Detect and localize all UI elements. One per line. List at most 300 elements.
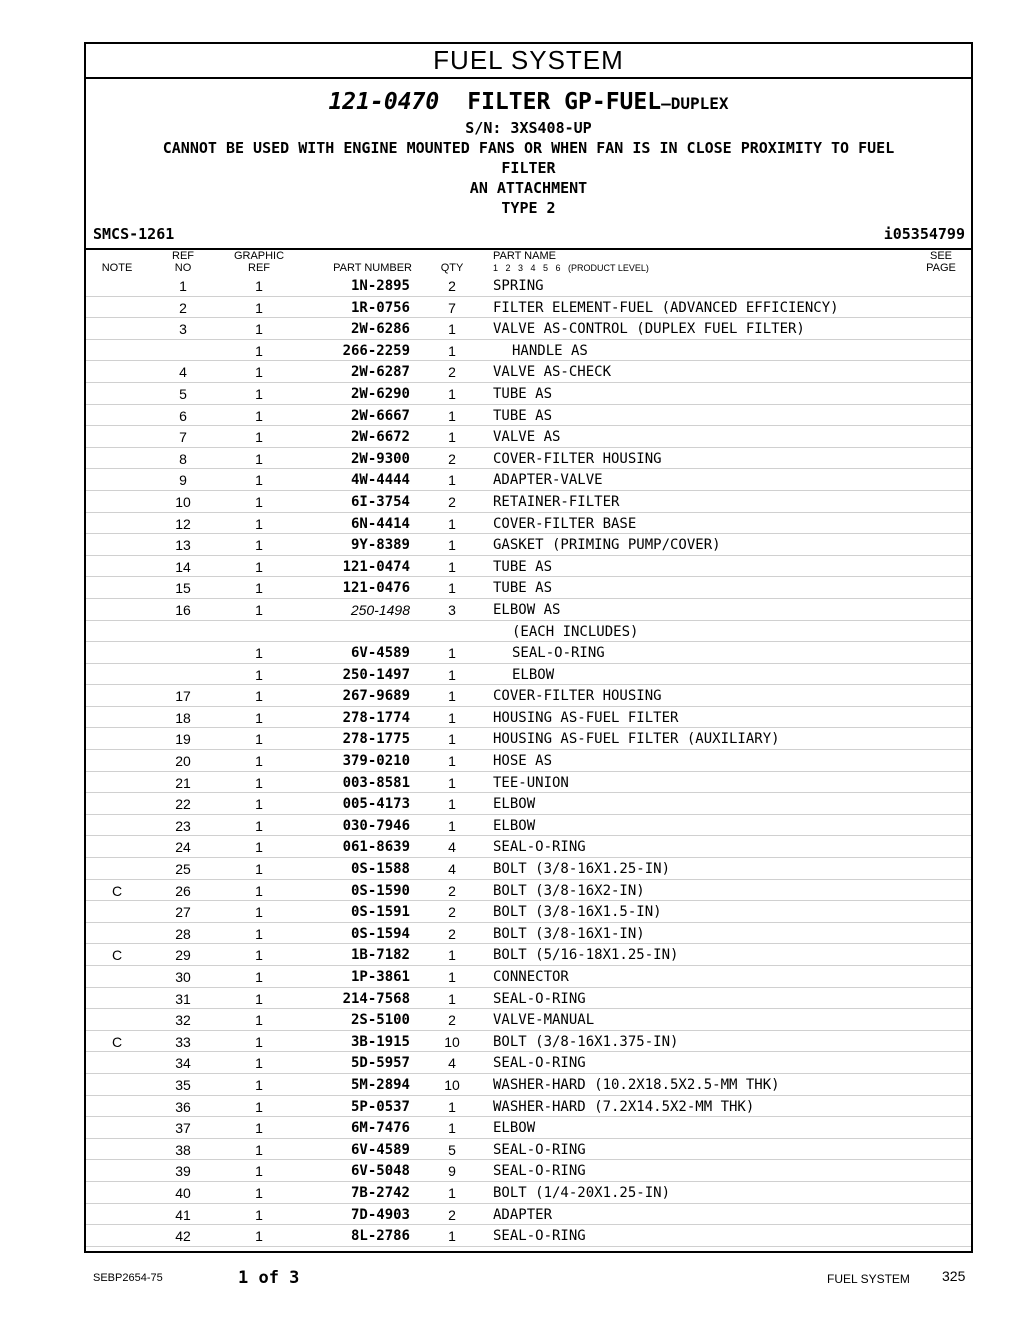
group-name-suffix: —DUPLEX xyxy=(661,94,729,113)
graphic-ref-cell: 1 xyxy=(255,709,263,726)
quantity-cell: 1 xyxy=(448,1120,456,1137)
quantity-cell: 2 xyxy=(448,882,456,899)
part-number-cell: 278-1774 xyxy=(342,709,410,726)
graphic-ref-cell: 1 xyxy=(255,969,263,985)
part-name-cell: TUBE AS xyxy=(493,407,553,424)
table-row xyxy=(86,297,971,319)
usage-note-line1: CANNOT BE USED WITH ENGINE MOUNTED FANS OR WHEN FAN IS IN CLOSE PROXIMITY TO FUEL xyxy=(162,139,895,157)
quantity-cell: 1 xyxy=(448,709,456,726)
col-part-name-header xyxy=(493,250,793,274)
graphic-ref-cell: 1 xyxy=(255,342,263,359)
part-name-cell: WASHER-HARD (10.2X18.5X2.5-MM THK) xyxy=(493,1076,780,1093)
graphic-ref-cell: 1 xyxy=(255,753,263,770)
quantity-cell: 5 xyxy=(448,1141,456,1158)
ref-number-cell: 9 xyxy=(179,472,187,489)
part-name-cell: COVER-FILTER BASE xyxy=(493,515,637,532)
table-row xyxy=(86,1204,971,1226)
attachment-label: AN ATTACHMENT xyxy=(469,179,588,197)
table-row xyxy=(86,275,971,297)
part-number-cell: 250-1498 xyxy=(350,601,410,618)
ref-number-cell: 18 xyxy=(175,709,191,726)
part-name-cell: FILTER ELEMENT-FUEL (ADVANCED EFFICIENCY) xyxy=(493,299,839,316)
table-row xyxy=(86,1052,971,1074)
quantity-cell: 2 xyxy=(448,364,456,381)
part-name-cell: SEAL-O-RING xyxy=(493,1055,586,1072)
graphic-ref-cell: 1 xyxy=(255,817,263,834)
part-name-cell: TUBE AS xyxy=(493,558,553,575)
part-name-cell: SEAL-O-RING xyxy=(493,1163,586,1180)
quantity-cell: 1 xyxy=(448,321,456,338)
table-row xyxy=(86,923,971,945)
usage-note-line2: FILTER xyxy=(501,159,556,177)
table-row xyxy=(86,621,971,643)
ref-number-cell: 37 xyxy=(175,1120,191,1137)
quantity-cell: 9 xyxy=(448,1163,456,1180)
ref-number-cell: 23 xyxy=(175,817,191,834)
graphic-ref-cell: 1 xyxy=(255,861,263,878)
ref-number-cell: 39 xyxy=(175,1163,191,1180)
col-part-name-header-top: PART NAME xyxy=(493,250,556,262)
graphic-ref-cell: 1 xyxy=(255,429,263,446)
ref-number-cell: 8 xyxy=(179,450,187,467)
graphic-ref-cell: 1 xyxy=(255,299,263,316)
ref-number-cell: 19 xyxy=(175,731,191,748)
footer-doc-number: SEBP2654-75 xyxy=(93,1272,163,1284)
graphic-ref-cell: 1 xyxy=(255,601,263,618)
part-number-cell: 2W-6286 xyxy=(350,321,410,338)
smcs-code: SMCS-1261 xyxy=(93,225,175,243)
quantity-cell: 4 xyxy=(448,839,456,856)
serial-number: S/N: 3XS408-UP xyxy=(465,119,592,137)
group-part-number: 121-0470 xyxy=(328,89,440,115)
table-row xyxy=(86,966,971,988)
col-qty-header: QTY xyxy=(440,262,464,274)
quantity-cell: 7 xyxy=(448,299,456,316)
quantity-cell: 1 xyxy=(448,645,456,662)
graphic-ref-cell: 1 xyxy=(255,1076,263,1093)
group-title xyxy=(86,88,971,118)
quantity-cell: 1 xyxy=(448,817,456,834)
quantity-cell: 1 xyxy=(448,969,456,985)
part-number-cell: 5M-2894 xyxy=(350,1076,410,1093)
graphic-ref-cell: 1 xyxy=(255,278,263,294)
table-row xyxy=(86,793,971,815)
ref-number-cell: 22 xyxy=(175,796,191,813)
graphic-ref-cell: 1 xyxy=(255,364,263,381)
quantity-cell: 2 xyxy=(448,493,456,510)
quantity-cell: 1 xyxy=(448,1098,456,1115)
quantity-cell: 2 xyxy=(448,1012,456,1029)
part-number-cell: 0S-1588 xyxy=(350,861,410,878)
ref-number-cell: 15 xyxy=(175,580,191,597)
ref-number-cell: 33 xyxy=(175,1033,191,1050)
part-number-cell: 121-0474 xyxy=(342,558,410,575)
graphic-ref-cell: 1 xyxy=(255,515,263,532)
ref-number-cell: 1 xyxy=(179,278,187,294)
graphic-ref-cell: 1 xyxy=(255,1163,263,1180)
part-name-cell: BOLT (3/8-16X1-IN) xyxy=(493,925,645,942)
table-row xyxy=(86,491,971,513)
table-row xyxy=(86,1225,971,1247)
graphic-ref-cell: 1 xyxy=(255,796,263,813)
graphic-ref-cell: 1 xyxy=(255,450,263,467)
ref-number-cell: 2 xyxy=(179,299,187,316)
table-row xyxy=(86,858,971,880)
table-row xyxy=(86,318,971,340)
table-row xyxy=(86,383,971,405)
ref-number-cell: 32 xyxy=(175,1012,191,1029)
part-number-cell: 278-1775 xyxy=(342,731,410,748)
note-cell: C xyxy=(111,882,123,899)
table-row xyxy=(86,1117,971,1139)
table-row xyxy=(86,880,971,902)
part-number-cell: 003-8581 xyxy=(342,774,410,791)
table-row xyxy=(86,534,971,556)
table-row xyxy=(86,340,971,362)
graphic-ref-cell: 1 xyxy=(255,385,263,402)
graphic-ref-cell: 1 xyxy=(255,1184,263,1201)
ref-number-cell: 12 xyxy=(175,515,191,532)
table-row xyxy=(86,642,971,664)
quantity-cell: 2 xyxy=(448,1206,456,1223)
part-number-cell: 6V-5048 xyxy=(350,1163,410,1180)
graphic-ref-cell: 1 xyxy=(255,839,263,856)
graphic-ref-cell: 1 xyxy=(255,1120,263,1137)
graphic-ref-cell: 1 xyxy=(255,1141,263,1158)
quantity-cell: 1 xyxy=(448,947,456,964)
part-name-cell: WASHER-HARD (7.2X14.5X2-MM THK) xyxy=(493,1098,755,1115)
part-number-cell: 4W-4444 xyxy=(350,472,410,489)
part-name-cell: BOLT (3/8-16X2-IN) xyxy=(493,882,645,899)
table-row xyxy=(86,599,971,621)
quantity-cell: 1 xyxy=(448,515,456,532)
part-name-cell: TEE-UNION xyxy=(493,774,569,791)
part-name-cell: ADAPTER xyxy=(493,1206,553,1223)
quantity-cell: 4 xyxy=(448,861,456,878)
ref-number-cell: 6 xyxy=(179,407,187,424)
part-number-cell: 1P-3861 xyxy=(350,969,410,985)
col-see-page-header-top: SEE xyxy=(929,250,952,262)
graphic-ref-cell: 1 xyxy=(255,580,263,597)
illustration-id: i05354799 xyxy=(883,225,965,243)
table-row xyxy=(86,815,971,837)
quantity-cell: 1 xyxy=(448,753,456,770)
part-number-cell: 7D-4903 xyxy=(350,1206,410,1223)
type-label: TYPE 2 xyxy=(501,199,556,217)
part-name-cell: RETAINER-FILTER xyxy=(493,493,620,510)
product-level-header: 1 2 3 4 5 6 (PRODUCT LEVEL) xyxy=(493,263,649,273)
part-number-cell: 2W-9300 xyxy=(350,450,410,467)
graphic-ref-cell: 1 xyxy=(255,1012,263,1029)
part-name-cell: SPRING xyxy=(493,278,544,294)
table-row xyxy=(86,1182,971,1204)
graphic-ref-cell: 1 xyxy=(255,645,263,662)
part-number-cell: 030-7946 xyxy=(342,817,410,834)
table-row xyxy=(86,1139,971,1161)
part-name-cell: (EACH INCLUDES) xyxy=(512,623,639,640)
quantity-cell: 2 xyxy=(448,904,456,921)
col-graphic-header xyxy=(224,250,294,274)
part-number-cell: 005-4173 xyxy=(342,796,410,813)
col-ref-header-top: REF xyxy=(172,250,194,262)
section-title: FUEL SYSTEM xyxy=(86,44,971,79)
part-name-cell: HOUSING AS-FUEL FILTER xyxy=(493,709,679,726)
part-number-cell: 5D-5957 xyxy=(350,1055,410,1072)
part-name-cell: SEAL-O-RING xyxy=(512,645,605,662)
col-part-number-header: PART NUMBER xyxy=(333,262,412,274)
part-number-cell: 8L-2786 xyxy=(350,1228,410,1245)
part-number-cell: 0S-1590 xyxy=(350,882,410,899)
table-row xyxy=(86,577,971,599)
ref-number-cell: 3 xyxy=(179,321,187,338)
part-number-cell: 7B-2742 xyxy=(350,1184,410,1201)
part-number-cell: 1B-7182 xyxy=(350,947,410,964)
ref-number-cell: 41 xyxy=(175,1206,191,1223)
ref-number-cell: 13 xyxy=(175,537,191,554)
quantity-cell: 2 xyxy=(448,278,456,294)
part-name-cell: SEAL-O-RING xyxy=(493,839,586,856)
part-name-cell: BOLT (3/8-16X1.375-IN) xyxy=(493,1033,679,1050)
footer-page-of: 1 of 3 xyxy=(238,1268,300,1288)
part-number-cell: 1N-2895 xyxy=(350,278,410,294)
table-row xyxy=(86,1160,971,1182)
part-name-cell: BOLT (3/8-16X1.25-IN) xyxy=(493,861,671,878)
part-name-cell: BOLT (5/16-18X1.25-IN) xyxy=(493,947,679,964)
part-number-cell: 214-7568 xyxy=(342,990,410,1007)
ref-number-cell: 28 xyxy=(175,925,191,942)
quantity-cell: 1 xyxy=(448,472,456,489)
part-number-cell: 061-8639 xyxy=(342,839,410,856)
ref-number-cell: 35 xyxy=(175,1076,191,1093)
graphic-ref-cell: 1 xyxy=(255,407,263,424)
ref-number-cell: 40 xyxy=(175,1184,191,1201)
quantity-cell: 1 xyxy=(448,537,456,554)
ref-number-cell: 10 xyxy=(175,493,191,510)
ref-number-cell: 36 xyxy=(175,1098,191,1115)
part-name-cell: HANDLE AS xyxy=(512,342,588,359)
quantity-cell: 3 xyxy=(448,601,456,618)
quantity-cell: 10 xyxy=(444,1076,460,1093)
graphic-ref-cell: 1 xyxy=(255,1033,263,1050)
part-name-cell: VALVE AS-CONTROL (DUPLEX FUEL FILTER) xyxy=(493,321,805,338)
table-row xyxy=(86,901,971,923)
quantity-cell: 1 xyxy=(448,1228,456,1245)
part-number-cell: 0S-1594 xyxy=(350,925,410,942)
quantity-cell: 1 xyxy=(448,990,456,1007)
graphic-ref-cell: 1 xyxy=(255,947,263,964)
quantity-cell: 4 xyxy=(448,1055,456,1072)
part-name-cell: TUBE AS xyxy=(493,580,553,597)
quantity-cell: 1 xyxy=(448,342,456,359)
table-row xyxy=(86,685,971,707)
part-number-cell: 2W-6290 xyxy=(350,385,410,402)
group-heading xyxy=(86,88,971,218)
quantity-cell: 1 xyxy=(448,580,456,597)
graphic-ref-cell: 1 xyxy=(255,472,263,489)
ref-number-cell: 30 xyxy=(175,969,191,985)
part-name-cell: CONNECTOR xyxy=(493,969,569,985)
graphic-ref-cell: 1 xyxy=(255,731,263,748)
table-row xyxy=(86,1031,971,1053)
graphic-ref-cell: 1 xyxy=(255,666,263,683)
part-number-cell: 2W-6667 xyxy=(350,407,410,424)
part-name-cell: ELBOW xyxy=(493,796,536,813)
part-number-cell: 2W-6672 xyxy=(350,429,410,446)
graphic-ref-cell: 1 xyxy=(255,537,263,554)
part-name-cell: COVER-FILTER HOUSING xyxy=(493,688,662,705)
graphic-ref-cell: 1 xyxy=(255,774,263,791)
part-number-cell: 2W-6287 xyxy=(350,364,410,381)
ref-number-cell: 17 xyxy=(175,688,191,705)
ref-number-cell: 38 xyxy=(175,1141,191,1158)
quantity-cell: 1 xyxy=(448,731,456,748)
footer-section: FUEL SYSTEM xyxy=(827,1272,910,1286)
graphic-ref-cell: 1 xyxy=(255,1206,263,1223)
quantity-cell: 1 xyxy=(448,774,456,791)
part-number-cell: 6I-3754 xyxy=(350,493,410,510)
note-cell: C xyxy=(111,947,123,964)
col-note-header: NOTE xyxy=(101,262,133,274)
ref-number-cell: 20 xyxy=(175,753,191,770)
part-number-cell: 3B-1915 xyxy=(350,1033,410,1050)
part-name-cell: TUBE AS xyxy=(493,385,553,402)
table-row xyxy=(86,361,971,383)
table-row xyxy=(86,426,971,448)
quantity-cell: 10 xyxy=(444,1033,460,1050)
part-name-cell: SEAL-O-RING xyxy=(493,1141,586,1158)
quantity-cell: 1 xyxy=(448,407,456,424)
quantity-cell: 2 xyxy=(448,925,456,942)
note-cell: C xyxy=(111,1033,123,1050)
part-number-cell: 266-2259 xyxy=(342,342,410,359)
graphic-ref-cell: 1 xyxy=(255,904,263,921)
ref-number-cell: 5 xyxy=(179,385,187,402)
table-row xyxy=(86,469,971,491)
ref-number-cell: 42 xyxy=(175,1228,191,1245)
ref-number-cell: 24 xyxy=(175,839,191,856)
quantity-cell: 1 xyxy=(448,385,456,402)
part-number-cell: 2S-5100 xyxy=(350,1012,410,1029)
part-number-cell: 379-0210 xyxy=(342,753,410,770)
table-row xyxy=(86,513,971,535)
part-name-cell: ELBOW xyxy=(493,817,536,834)
table-row xyxy=(86,556,971,578)
col-ref-header xyxy=(158,250,208,274)
table-row xyxy=(86,728,971,750)
graphic-ref-cell: 1 xyxy=(255,1055,263,1072)
part-name-cell: COVER-FILTER HOUSING xyxy=(493,450,662,467)
table-row xyxy=(86,1074,971,1096)
graphic-ref-cell: 1 xyxy=(255,493,263,510)
graphic-ref-cell: 1 xyxy=(255,688,263,705)
part-name-cell: VALVE-MANUAL xyxy=(493,1012,595,1029)
table-row xyxy=(86,448,971,470)
ref-number-cell: 26 xyxy=(175,882,191,899)
ref-number-cell: 31 xyxy=(175,990,191,1007)
quantity-cell: 1 xyxy=(448,796,456,813)
part-name-cell: ADAPTER-VALVE xyxy=(493,472,603,489)
part-name-cell: VALVE AS-CHECK xyxy=(493,364,612,381)
graphic-ref-cell: 1 xyxy=(255,1098,263,1115)
table-row xyxy=(86,405,971,427)
table-row xyxy=(86,664,971,686)
table-row xyxy=(86,1096,971,1118)
quantity-cell: 1 xyxy=(448,1184,456,1201)
col-graphic-header-bottom: REF xyxy=(248,262,270,274)
table-row xyxy=(86,1009,971,1031)
table-row xyxy=(86,772,971,794)
col-ref-header-bottom: NO xyxy=(174,262,192,274)
graphic-ref-cell: 1 xyxy=(255,558,263,575)
ref-number-cell: 34 xyxy=(175,1055,191,1072)
graphic-ref-cell: 1 xyxy=(255,925,263,942)
part-name-cell: ELBOW xyxy=(512,666,555,683)
part-name-cell: SEAL-O-RING xyxy=(493,990,586,1007)
part-name-cell: HOSE AS xyxy=(493,753,553,770)
ref-number-cell: 7 xyxy=(179,429,187,446)
part-number-cell: 6N-4414 xyxy=(350,515,410,532)
graphic-ref-cell: 1 xyxy=(255,1228,263,1245)
ref-number-cell: 25 xyxy=(175,861,191,878)
quantity-cell: 1 xyxy=(448,429,456,446)
part-number-cell: 5P-0537 xyxy=(350,1098,410,1115)
quantity-cell: 1 xyxy=(448,558,456,575)
graphic-ref-cell: 1 xyxy=(255,990,263,1007)
ref-number-cell: 27 xyxy=(175,904,191,921)
part-number-cell: 1R-0756 xyxy=(350,299,410,316)
group-name: FILTER GP-FUEL xyxy=(467,89,662,115)
parts-list xyxy=(86,275,971,1247)
part-name-cell: BOLT (1/4-20X1.25-IN) xyxy=(493,1184,671,1201)
footer-page-number: 325 xyxy=(942,1268,966,1284)
part-name-cell: SEAL-O-RING xyxy=(493,1228,586,1245)
table-row xyxy=(86,944,971,966)
ref-number-cell: 29 xyxy=(175,947,191,964)
part-number-cell: 6M-7476 xyxy=(350,1120,410,1137)
col-see-page-header xyxy=(916,250,966,274)
part-number-cell: 9Y-8389 xyxy=(350,537,410,554)
ref-number-cell: 21 xyxy=(175,774,191,791)
graphic-ref-cell: 1 xyxy=(255,321,263,338)
col-see-page-header-bottom: PAGE xyxy=(926,262,956,274)
table-row xyxy=(86,988,971,1010)
table-row xyxy=(86,707,971,729)
ref-number-cell: 4 xyxy=(179,364,187,381)
part-name-cell: GASKET (PRIMING PUMP/COVER) xyxy=(493,537,721,554)
quantity-cell: 1 xyxy=(448,688,456,705)
graphic-ref-cell: 1 xyxy=(255,882,263,899)
part-name-cell: ELBOW xyxy=(493,1120,536,1137)
part-name-cell: ELBOW AS xyxy=(493,601,561,618)
part-number-cell: 121-0476 xyxy=(342,580,410,597)
part-name-cell: VALVE AS xyxy=(493,429,561,446)
table-row xyxy=(86,836,971,858)
table-row xyxy=(86,750,971,772)
part-name-cell: HOUSING AS-FUEL FILTER (AUXILIARY) xyxy=(493,731,780,748)
quantity-cell: 1 xyxy=(448,666,456,683)
part-number-cell: 6V-4589 xyxy=(350,645,410,662)
col-graphic-header-top: GRAPHIC xyxy=(233,250,285,262)
part-number-cell: 250-1497 xyxy=(342,666,410,683)
part-name-cell: BOLT (3/8-16X1.5-IN) xyxy=(493,904,662,921)
ref-number-cell: 16 xyxy=(175,601,191,618)
ref-number-cell: 14 xyxy=(175,558,191,575)
parts-page-frame xyxy=(84,42,973,1253)
part-number-cell: 6V-4589 xyxy=(350,1141,410,1158)
part-number-cell: 267-9689 xyxy=(342,688,410,705)
part-number-cell: 0S-1591 xyxy=(350,904,410,921)
quantity-cell: 2 xyxy=(448,450,456,467)
